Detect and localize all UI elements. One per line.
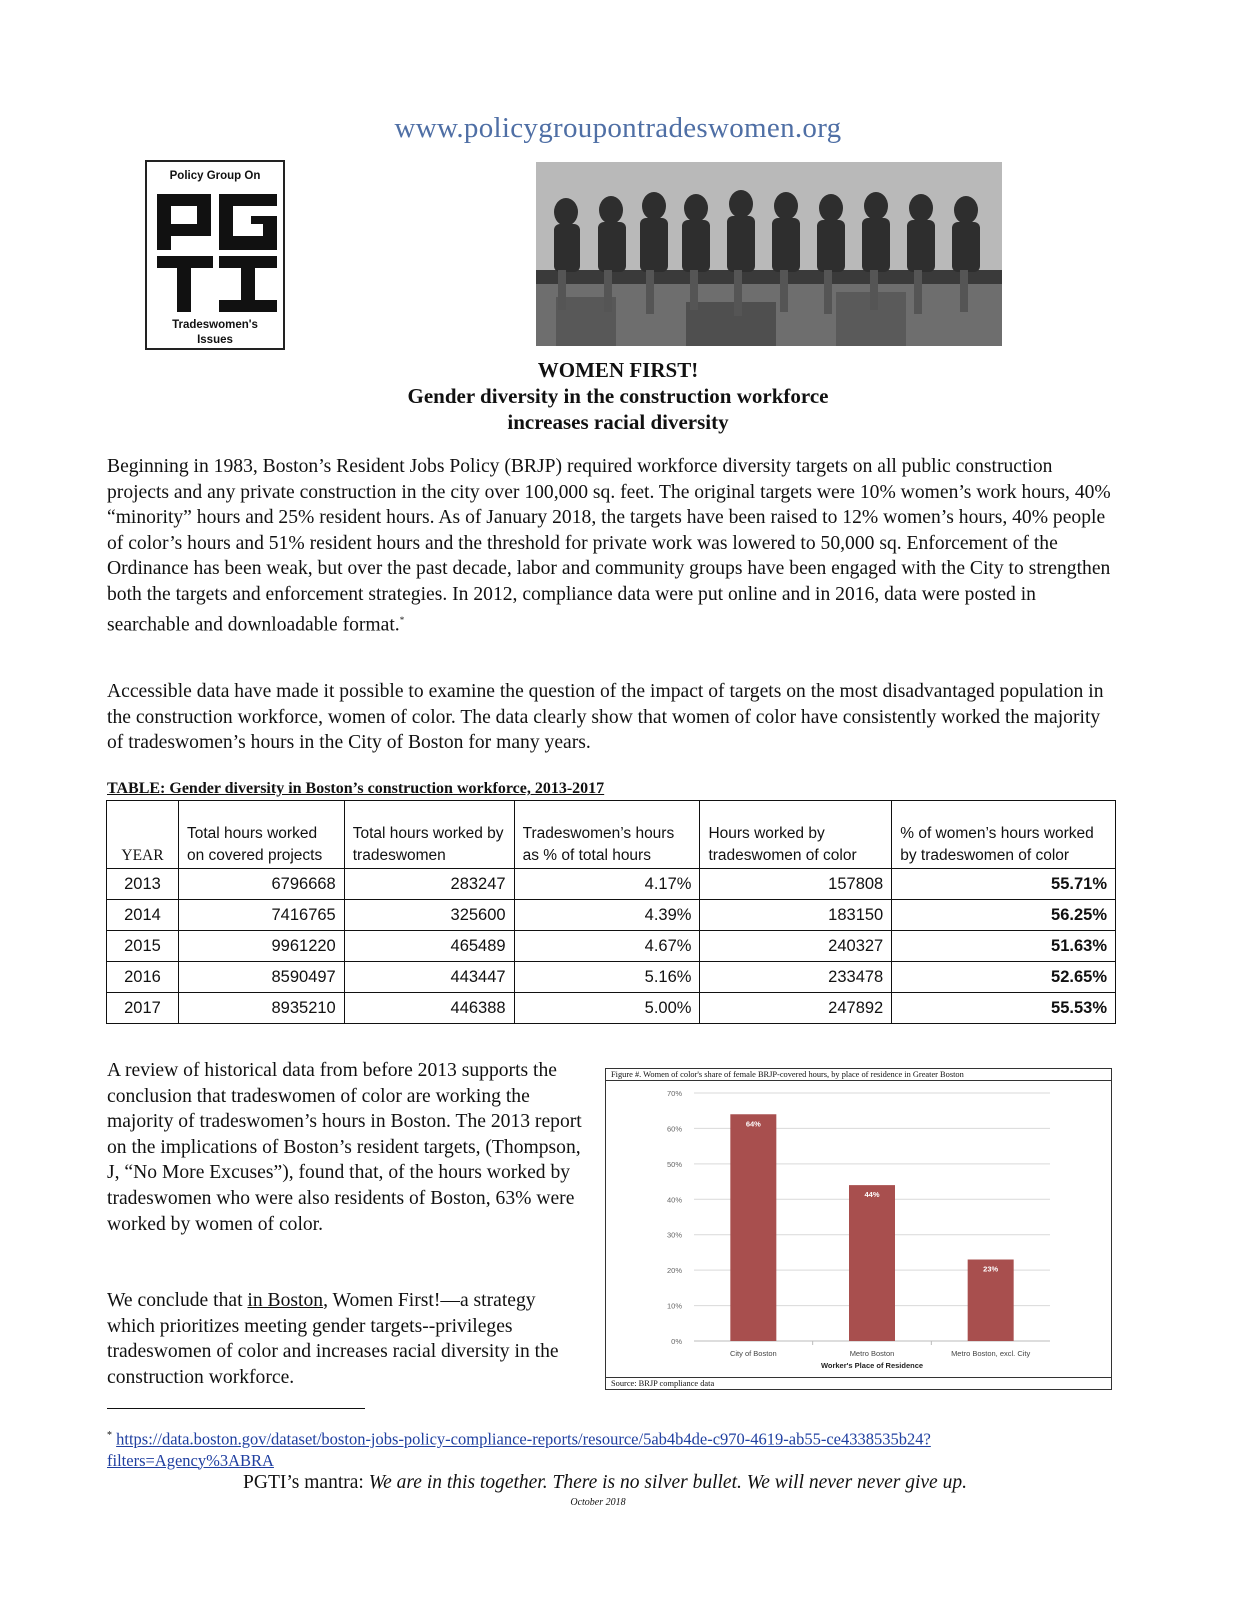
cell-tradeswomen-hours: 446388 (344, 993, 514, 1024)
x-category-label: Metro Boston, excl. City (951, 1349, 1031, 1358)
cell-total-hours: 7416765 (178, 900, 344, 931)
y-tick-label: 40% (666, 1195, 682, 1205)
cell-tradeswomen-percent: 4.67% (514, 931, 700, 962)
table-row (107, 900, 1116, 931)
chart-source: Source: BRJP compliance data (606, 1377, 1111, 1389)
cell-year: 2017 (107, 993, 179, 1024)
cell-total-hours: 9961220 (178, 931, 344, 962)
header-tradeswomen-hours: Total hours worked by tradeswomen (344, 801, 514, 869)
cell-women-of-color-hours: 183150 (700, 900, 892, 931)
historical-paragraph: A review of historical data from before 2013 supports the conclusion that tradeswomen of color are working the majority of tradeswomen’s hours in Boston. The 2013 report on the implications of Boston’s resident targets, (Thompson, J, “No More Excuses”), found that, of the hours worked by tradeswomen who were also residents of Boston, 63% were worked by women of color. (107, 1060, 582, 1235)
cell-women-of-color-percent: 52.65% (892, 962, 1116, 993)
page-title (0, 357, 1236, 435)
logo-top-text: Policy Group On (169, 170, 261, 182)
cell-tradeswomen-percent: 4.39% (514, 900, 700, 931)
cell-year: 2015 (107, 931, 179, 962)
cell-tradeswomen-hours: 283247 (344, 869, 514, 900)
site-url[interactable]: www.policygroupontradeswomen.org (394, 112, 842, 144)
cell-women-of-color-percent: 55.53% (892, 993, 1116, 1024)
header-total-hours: Total hours worked on covered projects (178, 801, 344, 869)
footnote-divider (107, 1408, 365, 1409)
x-category-label: Metro Boston (849, 1349, 895, 1358)
cell-women-of-color-hours: 240327 (700, 931, 892, 962)
header-photo (536, 162, 1002, 346)
table-header-row (107, 801, 1116, 869)
intro-paragraph: Beginning in 1983, Boston’s Resident Jobs Policy (BRJP) required workforce diversity targets on all public construction projects and any private construction in the city over 100,000 sq. feet. The original targets were 10% women’s work hours, 40% “minority” hours and 25% resident hours. As of January 2018, the targets have been raised to 12% women’s hours, 40% people of color’s hours and 51% resident hours and the threshold for private work was lowered to 50,000 sq. Enforcement of the Ordinance has been weak, but over the past decade, labor and community groups have been engaged with the City to strengthen both the targets and enforcement strategies. In 2012, compliance data were put online and in 2016, data were posted in searchable and downloadable format.* (107, 456, 1111, 636)
table-row (107, 869, 1116, 900)
cell-tradeswomen-hours: 325600 (344, 900, 514, 931)
bar-data-label: 64% (745, 1119, 761, 1129)
cell-total-hours: 6796668 (178, 869, 344, 900)
cell-tradeswomen-percent: 5.16% (514, 962, 700, 993)
document-date: October 2018 (570, 1497, 626, 1508)
header-tradeswomen-percent: Tradeswomen’s hours as % of total hours (514, 801, 700, 869)
title-line-2: Gender diversity in the construction workforce (407, 384, 829, 408)
x-axis-title: Worker's Place of Residence (820, 1361, 924, 1370)
table-row (107, 962, 1116, 993)
title-line-3: increases racial diversity (507, 410, 729, 434)
table-row (107, 931, 1116, 962)
bar-data-label: 44% (864, 1190, 880, 1200)
pgti-logo (145, 160, 285, 350)
pgti-letters-icon (155, 192, 279, 314)
tradeswomen-on-beam-image (536, 162, 1002, 346)
cell-women-of-color-percent: 56.25% (892, 900, 1116, 931)
cell-tradeswomen-percent: 4.17% (514, 869, 700, 900)
cell-tradeswomen-hours: 465489 (344, 931, 514, 962)
cell-tradeswomen-percent: 5.00% (514, 993, 700, 1024)
table-row (107, 993, 1116, 1024)
footnote-marker[interactable]: * (399, 614, 405, 625)
cell-year: 2013 (107, 869, 179, 900)
bar-chart (606, 1081, 1110, 1377)
figure-box (605, 1068, 1112, 1390)
header-women-of-color-percent: % of women’s hours worked by tradeswomen of color (892, 801, 1116, 869)
data-paragraph: Accessible data have made it possible to examine the question of the impact of targets on the most disadvantaged population in the construction workforce, women of color. The data clearly show that women of color have consistently worked the majority of tradeswomen’s hours in the City of Boston for many years. (107, 681, 1104, 754)
header-women-of-color-hours: Hours worked by tradeswomen of color (700, 801, 892, 869)
y-tick-label: 50% (666, 1159, 682, 1169)
x-category-label: City of Boston (729, 1349, 777, 1358)
footnote-link[interactable]: https://data.boston.gov/dataset/boston-jobs-policy-compliance-reports/resource/5ab4b4de-c970-4619-ab55-ce4338535b24?filters=Agency%3ABRA (107, 1429, 931, 1470)
bar (730, 1114, 776, 1341)
cell-tradeswomen-hours: 443447 (344, 962, 514, 993)
logo-bottom-text: Tradeswomen's Issues (172, 319, 258, 346)
cell-total-hours: 8590497 (178, 962, 344, 993)
bar (849, 1185, 895, 1341)
cell-women-of-color-hours: 157808 (700, 869, 892, 900)
table-caption: TABLE: Gender diversity in Boston’s construction workforce, 2013-2017 (107, 780, 605, 797)
footnote (107, 1425, 1007, 1471)
y-tick-label: 30% (666, 1230, 682, 1240)
cell-women-of-color-hours: 233478 (700, 962, 892, 993)
cell-women-of-color-hours: 247892 (700, 993, 892, 1024)
footnote-marker: * (107, 1430, 112, 1441)
mantra: PGTI’s mantra: We are in this together. There is no silver bullet. We will never never give up. (243, 1472, 967, 1493)
y-tick-label: 10% (666, 1301, 682, 1311)
y-tick-label: 0% (671, 1337, 682, 1346)
cell-year: 2014 (107, 900, 179, 931)
gender-diversity-table (106, 800, 1116, 1024)
y-tick-label: 60% (666, 1124, 682, 1134)
cell-total-hours: 8935210 (178, 993, 344, 1024)
y-tick-label: 70% (666, 1089, 682, 1098)
title-line-1: WOMEN FIRST! (537, 358, 699, 382)
conclusion-paragraph: We conclude that in Boston, Women First!—a strategy which prioritizes meeting gender targets--privileges tradeswomen of color and increases racial diversity in the construction workforce. (107, 1290, 559, 1388)
header-year: YEAR (107, 801, 179, 869)
bar-data-label: 23% (983, 1264, 999, 1274)
y-tick-label: 20% (666, 1266, 682, 1276)
chart-title: Figure #. Women of color's share of female BRJP-covered hours, by place of residence in Greater Boston (606, 1069, 1111, 1081)
cell-women-of-color-percent: 51.63% (892, 931, 1116, 962)
cell-women-of-color-percent: 55.71% (892, 869, 1116, 900)
cell-year: 2016 (107, 962, 179, 993)
